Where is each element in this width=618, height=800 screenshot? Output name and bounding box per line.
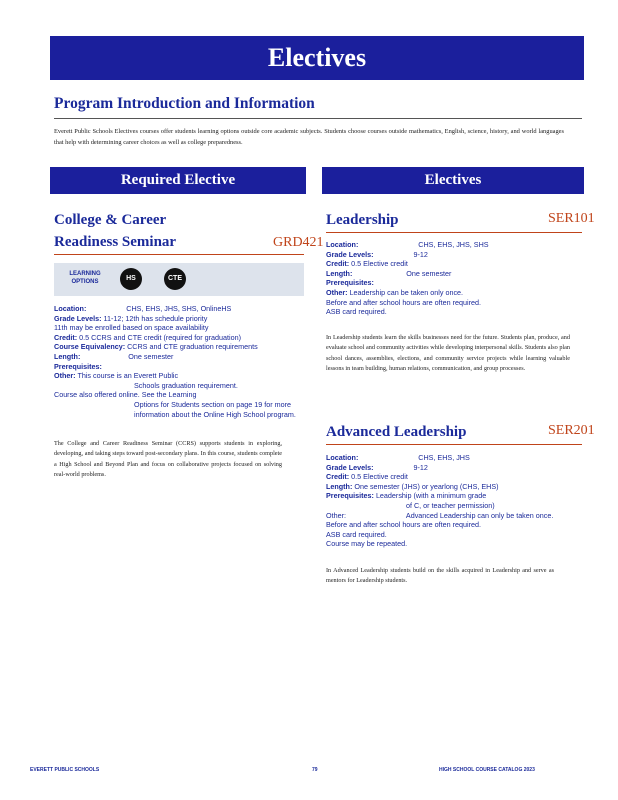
page-banner: Electives	[50, 36, 584, 80]
ccrs-divider	[54, 254, 304, 255]
footer-district: EVERETT PUBLIC SCHOOLS	[30, 767, 100, 773]
learning-options-box	[54, 263, 304, 296]
footer-catalog: HIGH SCHOOL COURSE CATALOG 2023	[439, 767, 535, 773]
learning-options-label: LEARNING OPTIONS	[69, 271, 101, 285]
footer-page-number: 79	[312, 767, 318, 773]
leadership-description: In Leadership students learn the skills businesses need for the future. Students plan, produce, and evaluate school and community activities while developing interpersonal skills. Students also plan school dances, assemblies, elections, and community service projects while learning valuable lessons in team building, human relations, communication, and group processes.	[326, 334, 570, 373]
section-divider	[54, 118, 582, 119]
section-title: Program Introduction and Information	[54, 95, 315, 112]
leadership-divider	[326, 232, 582, 233]
leadership-course-code: SER101	[548, 211, 595, 226]
required-elective-header: Required Elective	[50, 167, 306, 194]
advanced-leadership-description: In Advanced Leadership students build on the skills acquired in Leadership and serve as mentors for Leadership students.	[326, 567, 554, 585]
online-hs-icon: HS	[120, 268, 142, 290]
advanced-leadership-divider	[326, 444, 582, 445]
leadership-details: Location: CHS, EHS, JHS, SHS Grade Levels: 9-12 Credit: 0.5 Elective credit Length: One semester Prerequisites: Other: Leadership can be taken only once. Before and after school hours are often required. ASB card required.	[326, 240, 489, 317]
leadership-title: Leadership	[326, 212, 399, 228]
ccrs-details: Location: CHS, EHS, JHS, SHS, OnlineHS Grade Levels: 11-12; 12th has schedule priority 11th may be enrolled based on space availability Credit: 0.5 CCRS and CTE credit (required for graduation) Course Equivalency: CCRS and CTE graduation requirements Length: One semester Prerequisites: Other: This course is an Everett Public Schools graduation requirement. Course also offered online. See the Learning Options for Students section on page 19 for more information about the Online High School program.	[54, 304, 296, 419]
ccrs-title: College & Career Readiness Seminar	[54, 212, 177, 250]
intro-paragraph: Everett Public Schools Electives courses offer students learning options outside core academic subjects. Students choose courses outside mathematics, English, science, history, and world languages that help with determining career choices as well as college preparedness.	[54, 128, 564, 146]
advanced-leadership-course-code: SER201	[548, 423, 595, 438]
advanced-leadership-details: Location: CHS, EHS, JHS Grade Levels: 9-12 Credit: 0.5 Elective credit Length: One semester (JHS) or yearlong (CHS, EHS) Prerequisites: Leadership (with a minimum grade of C, or teacher permission) Other: Advanced Leadership can only be taken once. Before and after school hours are often required. ASB card required. Course may be repeated.	[326, 453, 554, 549]
cte-icon: CTE	[164, 268, 186, 290]
ccrs-description: The College and Career Readiness Seminar (CCRS) supports students in exploring, developing, and taking steps toward post-secondary plans. In this course, students complete a High School and Beyond Plan and focus on collaborative projects focused on solving real-world problems.	[54, 440, 282, 479]
ccrs-course-code: GRD421	[273, 235, 324, 250]
advanced-leadership-title: Advanced Leadership	[326, 424, 467, 440]
electives-header: Electives	[322, 167, 584, 194]
